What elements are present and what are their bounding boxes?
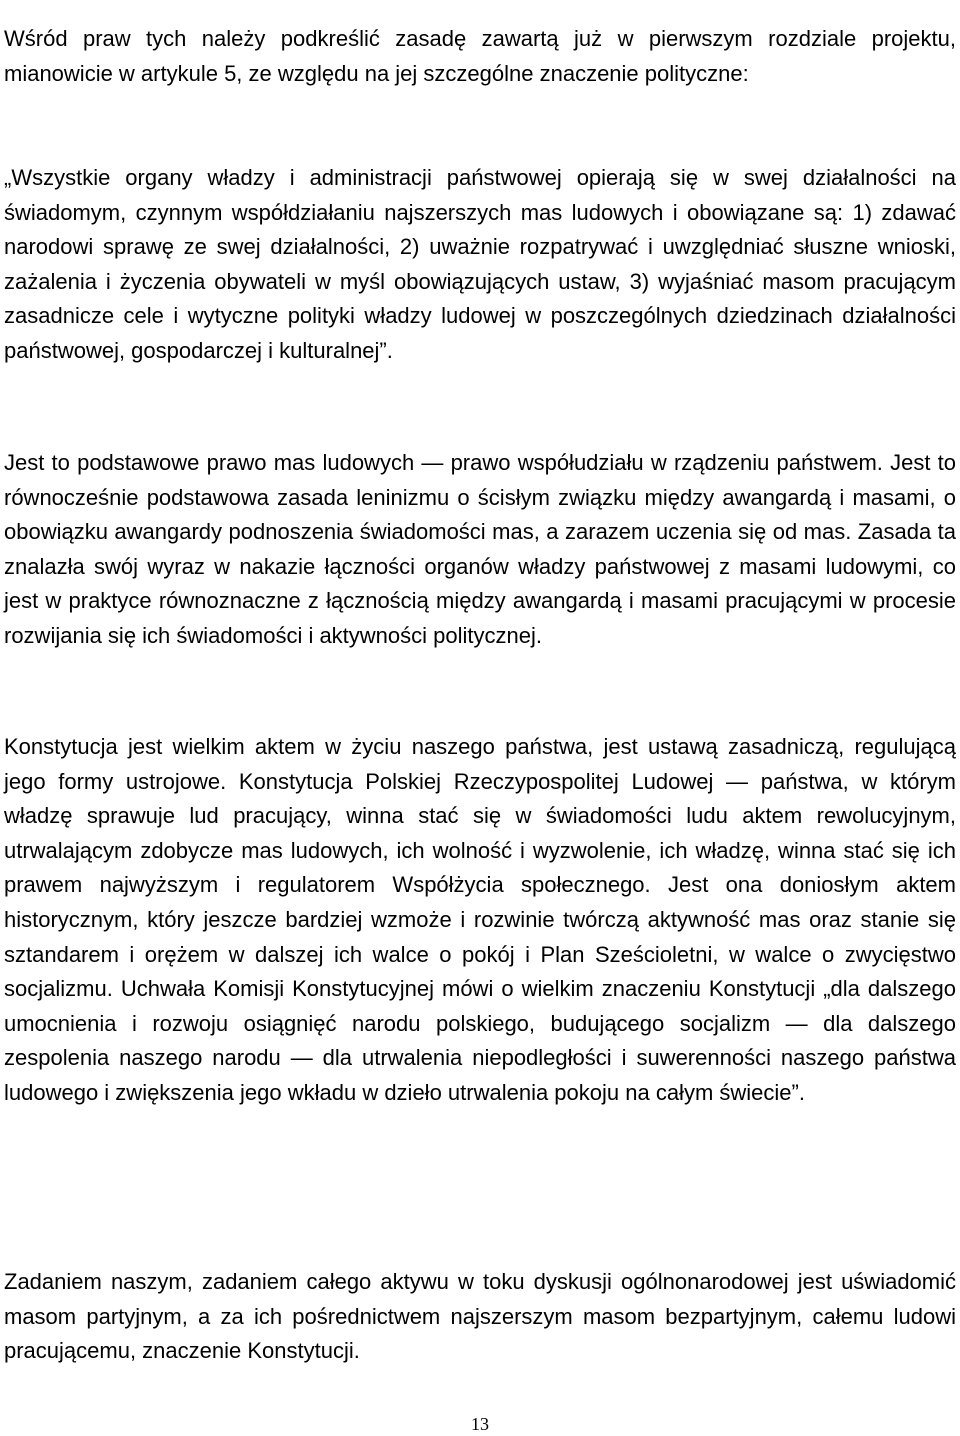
paragraph-task: Zadaniem naszym, zadaniem całego aktywu w toku dyskusji ogólnonarodowej jest uświadomić masom partyjnym, a za ich pośrednictwem najszerszym masom bezpartyjnym, całemu ludowi pracującemu, znaczenie Konstytucji. — [4, 1269, 956, 1364]
page-number: 13 — [471, 1414, 489, 1434]
paragraph-constitution: Konstytucja jest wielkim aktem w życiu naszego państwa, jest ustawą zasadniczą, regulującą jego formy ustrojowe. Konstytucja Polskiej Rzeczypospolitej Ludowej — państwa, w którym władzę sprawuje lud pracujący, winna stać się w świadomości ludu aktem rewolucyjnym, utrwalającym zdobycze mas ludowych, ich wolność i wyzwolenie, ich władzę, winna stać się ich prawem najwyższym i regulatorem Współżycia społecznego. Jest ona doniosłym aktem historycznym, który jeszcze bardziej wzmoże i rozwinie twórczą aktywność mas oraz stanie się sztandarem i orężem w dalszej ich walce o pokój i Plan Sześcioletni, w walce o zwycięstwo socjalizmu. Uchwała Komisji Konstytucyjnej mówi o wielkim znaczeniu Konstytucji „dla dalszego umocnienia i rozwoju osiągnięć narodu polskiego, budującego socjalizm — dla dalszego zespolenia naszego narodu — dla utrwalenia niepodległości i suwerenności naszego państwa ludowego i zwiększenia jego wkładu w dzieło utrwalenia pokoju na całym świecie”. — [4, 734, 956, 1105]
paragraph-intro: Wśród praw tych należy podkreślić zasadę zawartą już w pierwszym rozdziale projektu, mianowicie w artykule 5, ze względu na jej szczególne znaczenie polityczne: — [4, 26, 956, 86]
paragraph-quote-article-5: „Wszystkie organy władzy i administracji państwowej opierają się w swej działalności na świadomym, czynnym współdziałaniu najszerszych mas ludowych i obowiązane są: 1) zdawać narodowi sprawę ze swej działalności, 2) uważnie rozpatrywać i uwzględniać słuszne wnioski, zażalenia i życzenia obywateli w myśl obowiązujących ustaw, 3) wyjaśniać masom pracującym zasadnicze cele i wytyczne polityki władzy ludowej w poszczególnych dziedzinach działalności państwowej, gospodarczej i kulturalnej”. — [4, 165, 956, 363]
paragraph-basic-right: Jest to podstawowe prawo mas ludowych — prawo współudziału w rządzeniu państwem. Jest to równocześnie podstawowa zasada leninizmu o ścisłym związku między awangardą i masami, o obowiązku awangardy podnoszenia świadomości mas, a zarazem uczenia się od mas. Zasada ta znalazła swój wyraz w nakazie łączności organów władzy państwowej z masami ludowymi, co jest w praktyce równoznaczne z łącznością między awangardą i masami pracującymi w procesie rozwijania się ich świadomości i aktywności politycznej. — [4, 450, 956, 648]
